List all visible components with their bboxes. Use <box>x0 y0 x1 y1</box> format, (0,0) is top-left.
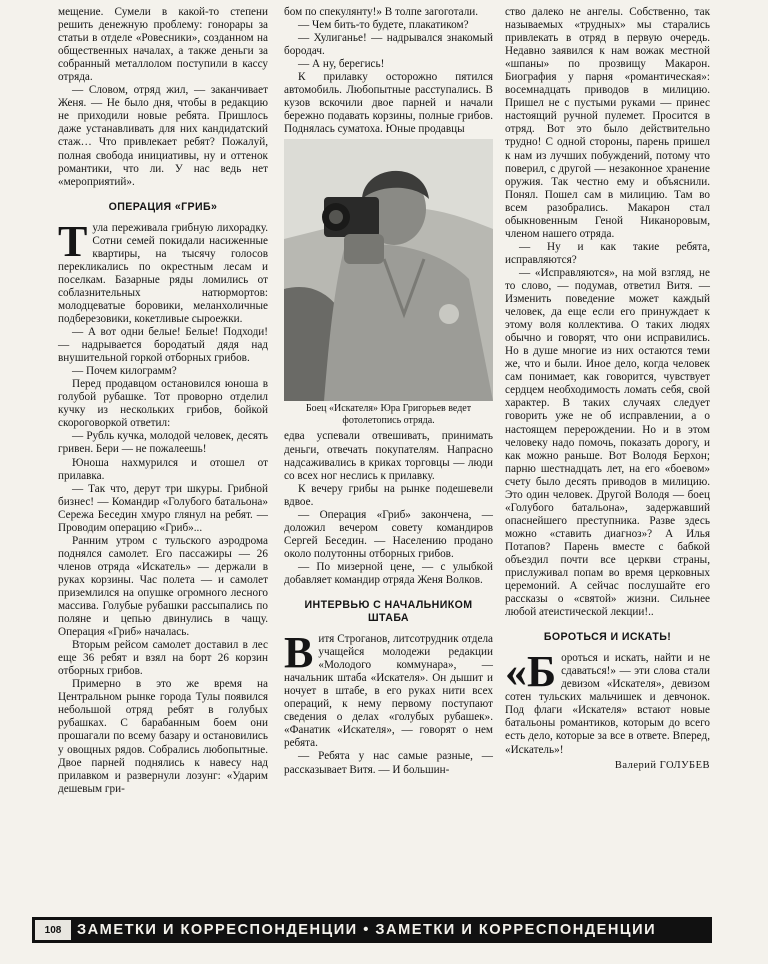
paragraph-text: ула переживала грибную лихорадку. Сотни семей покидали насиженные квартиры, на тысячу голосов перекликались по окрестным лесам и поселкам. Базарные ряды ломились от соблазнительных натюрмортов: молодцеватые боровики, меланхоличные подберезовики, кокетливые сыроежки. <box>58 221 268 325</box>
paragraph: едва успевали отвешивать, принимать деньги, отвечать покупателям. Напрасно надсаживались в криках торговцы — люди со всех ног неслись к прилавку. <box>284 430 493 482</box>
dropcap-letter: «Б <box>505 647 557 697</box>
column-2-top <box>284 6 493 136</box>
column-2-bottom <box>284 430 493 776</box>
paragraph: — А ну, берегись! <box>298 58 385 71</box>
paragraph: — Ну и как такие ребята, исправляются? <box>505 240 710 266</box>
paragraph: Примерно в это же время на Центральном рынке города Тулы появился небольшой отряд ребят в голубых рубашках. С барабанным боем они прошагали по всему базару и остановились у овощных рядов. Собрались любопытные. Двое парней поднялись к навесу над прилавком и развернули лозунг: «Ударим дешевым гри- <box>58 678 268 795</box>
paragraph: Ранним утром с тульского аэродрома поднялся самолет. Его пассажиры — 26 членов отряда «Искатель» — держали в руках корзины. Час полета — и самолет приземлился на опушке огромного лесного массива. Голубые рубашки рассыпались по поляне и цепью двинулись в чащу. Операция «Гриб» началась. <box>58 534 268 639</box>
dropcap-letter: Т <box>58 216 88 266</box>
paragraph-text: ороться и искать, найти и не сдаваться!» — эти слова стали девизом «Искателя», девизом сотен тульских мальчишек и девчонок. Под флаги «Искателя» встают новые батальоны романтиков, которым до всего есть дело, которые за все в ответе. Вперед, «Искатель»! <box>505 652 710 756</box>
paragraph: — Операция «Гриб» закончена, — доложил вечером совету командиров Сергей Беседин. — Населению продано около полутонны отборных грибов. <box>284 508 493 560</box>
paragraph: Вторым рейсом самолет доставил в лес еще 36 ребят и взял на борт 26 корзин отборных грибов. <box>58 639 268 678</box>
footer-section-title: ЗАМЕТКИ И КОРРЕСПОНДЕНЦИИ • ЗАМЕТКИ И КОРРЕСПОНДЕНЦИИ <box>77 922 657 938</box>
photo-illustration <box>284 139 493 401</box>
paragraph: — «Исправляются», на мой взгляд, не то слово, — подумав, ответил Витя. — Изменить поведение может каждый человек, да еще если его принуждает к этому воля коллектива. О таких людях обычно и говорят, что они исправились. Но в душе многие из них остаются теми же, что и были. Иное дело, когда человек сам понимает, как говорится, чувствует сердцем необходимость ломать себя, свой характер. В таких случаях следует говорить уже не об исправлении, а о настоящем перерождении. Но и в этом человеку надо помочь, показать дорогу, и как можно раньше. Вот Володя Берхон; парню шестнадцать лет, на его «боевом» счету было десять приводов в милицию. Это один человек. Другой Володя — боец «Голубого батальона», задержавший опаснейшего преступника. Разве здесь можно «ставить диагноз»? А Илья Потапов? Парень вместе с бабкой объездил почти все церкви страны, прислуживал попам во время церковных церемоний. А сейчас послушайте его рассказы о «святой» жизни. Сильнее любой атеистической лекции!.. <box>505 266 710 619</box>
paragraph: — А вот одни белые! Белые! Подходи! — надрывается бородатый дядя над внушительной горкой отборных грибов. <box>58 326 268 365</box>
section-heading: ОПЕРАЦИЯ «ГРИБ» <box>108 200 218 213</box>
footer-banner <box>32 917 712 943</box>
page-number: 108 <box>35 920 71 940</box>
paragraph: ство далеко не ангелы. Собственно, так называемых «трудных» мы старались привлекать в отряд в первую очередь. Недавно заявился к нам вожак местной «шпаны» по прозвищу Макарон. Биография у парня «романтическая»: восемнадцать приводов в милицию. Пришел не с пустыми руками — принес настоящий ручной пулемет. Просится в отряд. Вот это было действительно трудно! С одной стороны, парень пришел к нам из лучших побуждений, потому что поверил, с другой — незаконное хранение оружия. Так честно ему и объяснили. Понял. Пошел сам в милицию. Там во всем разобрались. Макарон стал обыкновенным Геной Никаноровым, членом нашего отряда. <box>505 6 710 240</box>
paragraph: — По мизерной цене, — с улыбкой добавляет командир отряда Женя Волков. <box>284 560 493 586</box>
author-signature: Валерий ГОЛУБЕВ <box>614 759 710 771</box>
paragraph: — Рубль кучка, молодой человек, десять гривен. Бери — не пожалеешь! <box>58 430 268 456</box>
column-1 <box>58 6 268 796</box>
paragraph-dropcap <box>58 216 268 326</box>
dropcap-letter: В <box>284 628 314 678</box>
paragraph: Юноша нахмурился и отошел от прилавка. <box>58 456 268 482</box>
column-2 <box>284 6 493 777</box>
paragraph-dropcap <box>284 628 493 750</box>
section-heading: ИНТЕРВЬЮ С НАЧАЛЬНИКОМ ШТАБА <box>304 599 473 625</box>
paragraph: — Так что, дерут три шкуры. Грибной бизнес! — Командир «Голубого батальона» Сережа Беседин хмуро глянул на ребят. — Проводим операцию «Гриб»... <box>58 482 268 534</box>
paragraph: мещение. Сумели в какой-то степени решить денежную проблему: гонорары за статьи в отделе «Ровесники», созданном на общественных началах, а также деньги за собранный металлолом поступили в кассу отряда. <box>58 6 268 84</box>
photo-photographer <box>284 139 493 401</box>
section-heading: БОРОТЬСЯ И ИСКАТЬ! <box>543 631 672 644</box>
paragraph: — Почем килограмм? <box>72 365 177 378</box>
paragraph: К прилавку осторожно пятился автомобиль. Любопытные расступались. В кузов вскочили двое парней и начали бережно подавать корзины, полные грибов. Поднялась суматоха. Юные продавцы <box>284 71 493 136</box>
paragraph: — Словом, отряд жил, — заканчивает Женя. — Не было дня, чтобы в редакцию не приходили новые ребята. Пришлось даже устанавливать для них кандидатский стаж… Что привлекает ребят? Пожалуй, полная свобода инициативы, ну и оттенок романтики, что ли. У нас ведь нет «мероприятий». <box>58 84 268 188</box>
paragraph: — Чем бить-то будете, плакатиком? <box>298 19 469 32</box>
paragraph: К вечеру грибы на рынке подешевели вдвое. <box>284 482 493 508</box>
paragraph: — Хулиганье! — надрывался знакомый бородач. <box>284 32 493 58</box>
paragraph: Перед продавцом остановился юноша в голубой рубашке. Тот проворно отделил кучку из нескольких грибов, бойкой скороговоркой ответил: <box>58 378 268 430</box>
paragraph-text: итя Строганов, литсотрудник отдела учащейся молодежи редакции «Молодого коммунара», — начальник штаба «Искателя». Он дышит и ночует в штабе, в его руках нити всех операций, к нему первому поступают сведения о делах «голубых рубашек». «Фанатик «Искателя», — говорят о нем ребята. <box>284 633 493 750</box>
paragraph: — Ребята у нас самые разные, — рассказывает Витя. — И большин- <box>284 750 493 776</box>
paragraph-dropcap <box>505 647 710 756</box>
column-3 <box>505 6 710 772</box>
column-3-body <box>505 6 710 757</box>
paragraph: бом по спекулянту!» В толпе загоготали. <box>284 6 479 18</box>
photo-caption: Боец «Искателя» Юра Григорьев ведет фотолетопись отряда. <box>305 403 472 426</box>
